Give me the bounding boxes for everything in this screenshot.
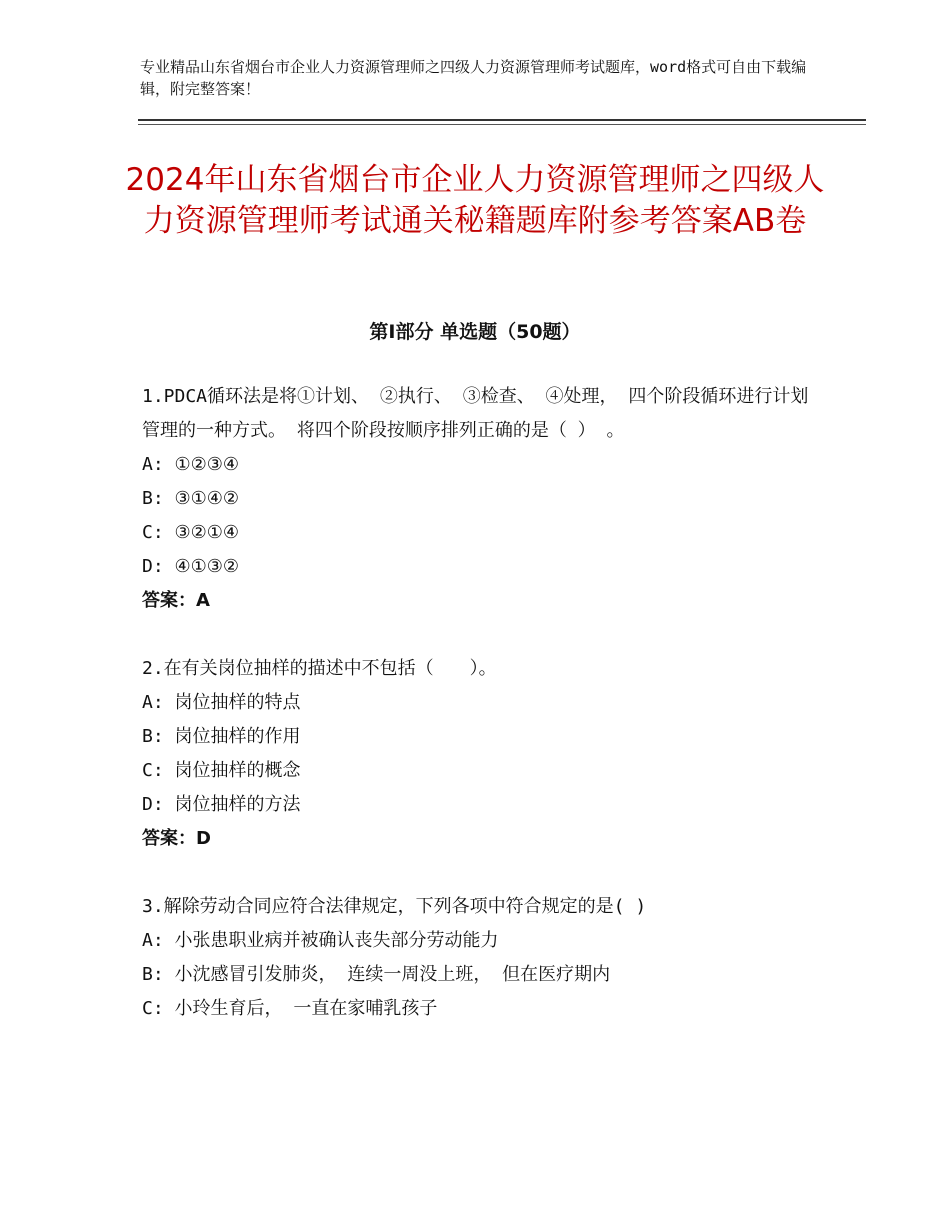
option-d: D: ④①③② xyxy=(142,556,240,577)
document-title: 2024年山东省烟台市企业人力资源管理师之四级人力资源管理师考试通关秘籍题库附参考答案AB卷 xyxy=(125,162,825,239)
option-c: C: 小玲生育后， 一直在家哺乳孩子 xyxy=(142,998,438,1019)
option-c: C: ③②①④ xyxy=(142,522,240,543)
option-b: B: ③①④② xyxy=(142,488,240,509)
answer: 答案：A xyxy=(142,590,210,611)
header-divider-thick xyxy=(138,119,866,121)
question-2 xyxy=(142,652,822,856)
option-a: A: 岗位抽样的特点 xyxy=(142,692,301,713)
question-1 xyxy=(142,380,822,618)
option-b: B: 岗位抽样的作用 xyxy=(142,726,301,747)
option-b: B: 小沈感冒引发肺炎， 连续一周没上班， 但在医疗期内 xyxy=(142,964,611,985)
header-note: 专业精品山东省烟台市企业人力资源管理师之四级人力资源管理师考试题库，word格式可自由下载编辑，附完整答案！ xyxy=(140,58,807,98)
question-list xyxy=(142,380,822,1060)
option-a: A: 小张患职业病并被确认丧失部分劳动能力 xyxy=(142,930,499,951)
answer: 答案：D xyxy=(142,828,211,849)
option-c: C: 岗位抽样的概念 xyxy=(142,760,301,781)
option-d: D: 岗位抽样的方法 xyxy=(142,794,301,815)
question-stem: 3.解除劳动合同应符合法律规定，下列各项中符合规定的是( ) xyxy=(142,896,647,917)
question-stem: 2.在有关岗位抽样的描述中不包括（ ）。 xyxy=(142,658,497,679)
question-stem: 1.PDCA循环法是将①计划、 ②执行、 ③检查、 ④处理， 四个阶段循环进行计划管理的一种方式。 将四个阶段按顺序排列正确的是（ ） 。 xyxy=(142,386,809,441)
section-heading: 第Ⅰ部分 单选题（50题） xyxy=(369,321,581,343)
option-a: A: ①②③④ xyxy=(142,454,240,475)
question-3 xyxy=(142,890,822,1026)
header-divider-thin xyxy=(138,124,866,125)
